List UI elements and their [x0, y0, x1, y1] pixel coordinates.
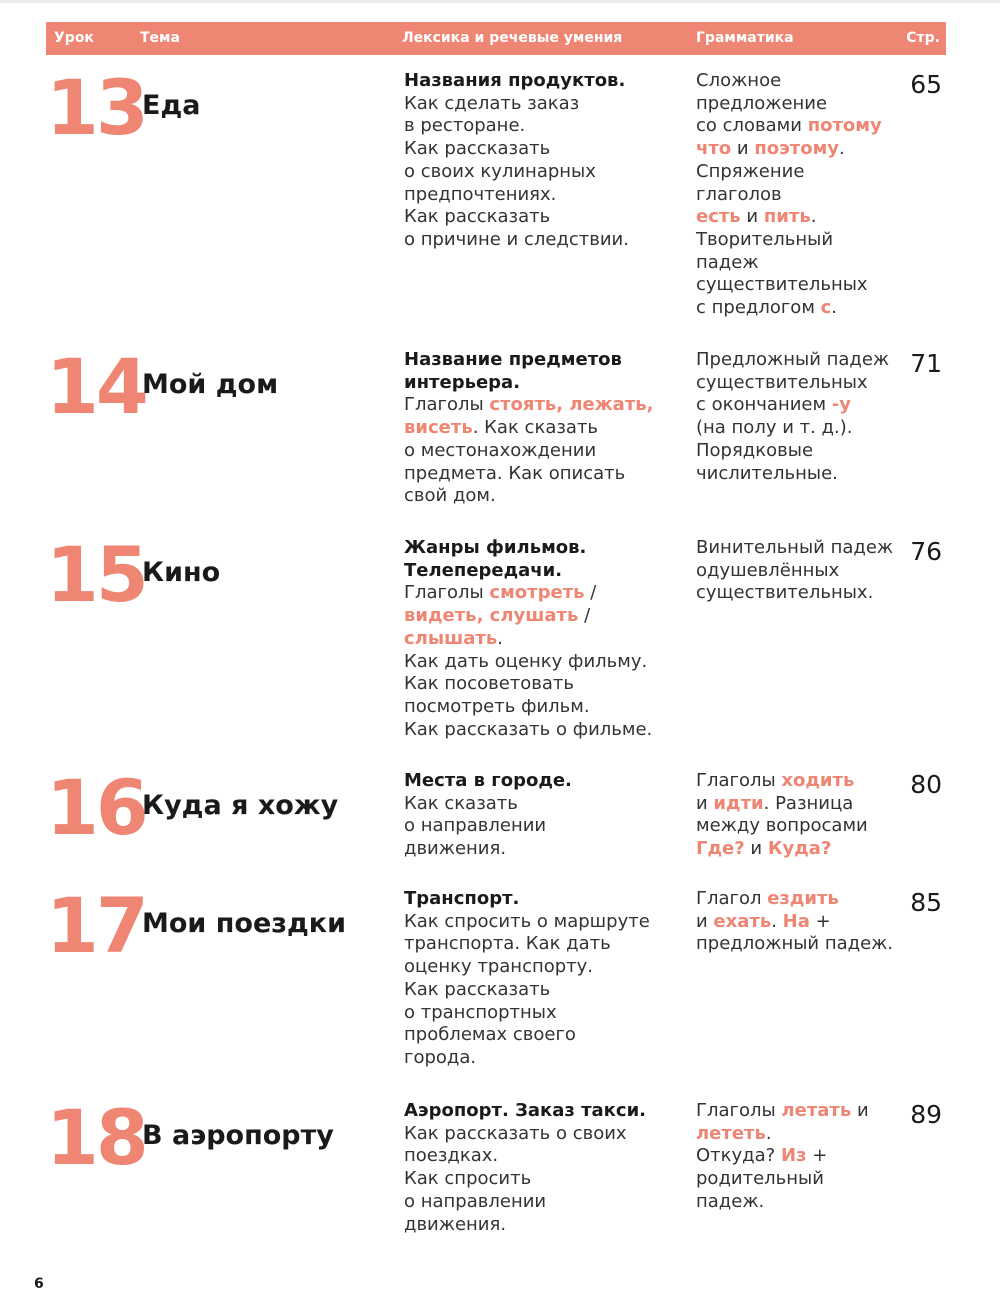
text-run: падеж.: [696, 1190, 765, 1212]
text-line: [404, 696, 689, 719]
text-run: Винительный падеж: [696, 537, 894, 558]
text-line: [696, 911, 908, 934]
lesson-grammar: [696, 1100, 908, 1214]
text-line: [696, 770, 908, 793]
text-run: . Как сказать: [472, 417, 599, 439]
lesson-grammar: [696, 70, 908, 320]
lesson-vocab: [404, 537, 689, 741]
text-run: посмотреть фильм.: [404, 695, 590, 717]
text-run: предложение: [696, 92, 828, 114]
lesson-vocab: [404, 888, 689, 1070]
text-line: [696, 229, 908, 252]
lesson-page: 85: [910, 888, 942, 917]
text-run: .: [765, 1122, 772, 1144]
text-run: города.: [404, 1046, 477, 1068]
text-run: Как рассказать о фильме.: [404, 718, 653, 740]
text-line: [404, 184, 689, 207]
text-line: [696, 138, 908, 161]
text-run: и: [731, 138, 755, 160]
text-run: предложный падеж.: [696, 933, 894, 955]
text-run: Как сделать заказ: [404, 92, 580, 114]
text-line: [404, 1123, 689, 1146]
text-line: [404, 349, 689, 372]
lesson-number: 16: [46, 763, 146, 852]
text-line: [404, 485, 689, 508]
text-run: поездках.: [404, 1145, 499, 1167]
text-run: Глаголы: [404, 394, 490, 416]
highlighted-term: лететь: [696, 1122, 766, 1144]
text-run: Как рассказать: [404, 138, 551, 160]
text-run: Предложный падеж: [696, 349, 890, 370]
text-line: [404, 888, 689, 911]
text-run: .: [810, 206, 817, 228]
highlighted-term: Из: [780, 1145, 807, 1167]
text-run: и: [851, 1100, 869, 1121]
text-line: [696, 274, 908, 297]
text-run: числительные.: [696, 462, 838, 484]
text-run: Как рассказать о своих: [404, 1122, 627, 1144]
lesson-number: 18: [46, 1093, 146, 1182]
lesson-page: 80: [910, 770, 942, 799]
text-run: Спряжение: [696, 160, 805, 182]
text-line: [404, 440, 689, 463]
text-line: [404, 463, 689, 486]
top-divider: [0, 0, 1000, 3]
text-run: Как дать оценку фильму.: [404, 650, 648, 672]
text-run: . Разница: [763, 792, 854, 814]
highlighted-term: ездить: [767, 888, 839, 909]
text-run: о направлении: [404, 815, 547, 837]
text-run: и: [744, 838, 768, 860]
lesson-grammar: [696, 888, 908, 956]
highlighted-term: идти: [713, 792, 764, 814]
lesson-grammar: [696, 770, 908, 861]
highlighted-term: На: [782, 910, 810, 932]
text-run: транспорта. Как дать: [404, 933, 611, 955]
text-line: [404, 417, 689, 440]
text-run: .: [831, 297, 838, 319]
text-line: [404, 1002, 689, 1025]
highlighted-term: с: [820, 297, 832, 319]
highlighted-term: Куда?: [767, 838, 832, 860]
text-line: [696, 184, 908, 207]
lesson-theme: Мои поездки: [142, 908, 346, 939]
text-run: глаголов: [696, 183, 782, 205]
lesson-page: 65: [910, 70, 942, 99]
text-line: [404, 651, 689, 674]
topic-heading: Аэропорт. Заказ такси.: [404, 1100, 647, 1121]
text-line: [696, 582, 908, 605]
text-run: о транспортных: [404, 1001, 557, 1023]
text-line: [696, 1145, 908, 1168]
text-run: Глаголы: [404, 582, 490, 604]
highlighted-term: что: [696, 138, 732, 160]
lesson-number: 17: [46, 881, 146, 970]
text-line: [404, 815, 689, 838]
text-run: существительных: [696, 274, 868, 296]
highlighted-term: Где?: [696, 838, 745, 860]
text-line: [404, 770, 689, 793]
text-line: [696, 206, 908, 229]
text-run: /: [578, 605, 591, 627]
text-line: [404, 933, 689, 956]
text-line: [696, 1191, 908, 1214]
text-line: [696, 349, 908, 372]
text-run: .: [497, 627, 503, 649]
text-run: .: [771, 910, 783, 932]
text-line: [696, 888, 908, 911]
text-line: [404, 206, 689, 229]
text-run: Как спросить: [404, 1168, 532, 1190]
text-run: Порядковые: [696, 439, 814, 461]
text-line: [696, 838, 908, 861]
text-line: [696, 252, 908, 275]
highlighted-term: поэтому: [754, 138, 840, 160]
text-line: [696, 537, 908, 560]
text-run: +: [809, 910, 831, 932]
topic-heading: интерьера.: [404, 371, 521, 393]
text-line: [696, 1123, 908, 1146]
highlighted-term: ехать: [713, 910, 772, 932]
text-run: .: [839, 138, 845, 160]
lesson-vocab: [404, 70, 689, 252]
text-line: [404, 605, 689, 628]
text-run: Сложное: [696, 70, 782, 91]
lesson-theme: Еда: [142, 90, 201, 121]
text-line: [404, 560, 689, 583]
text-line: [696, 115, 908, 138]
text-line: [404, 582, 689, 605]
text-line: [404, 394, 689, 417]
text-run: оценку транспорту.: [404, 956, 594, 978]
header-vocab: Лексика и речевые умения: [402, 30, 623, 46]
lesson-theme: Кино: [142, 557, 221, 588]
highlighted-term: слышать: [404, 627, 498, 649]
text-line: [696, 1100, 908, 1123]
text-line: [404, 537, 689, 560]
text-line: [696, 70, 908, 93]
lesson-theme: В аэропорту: [142, 1120, 334, 1151]
text-run: существительных.: [696, 582, 874, 604]
header-theme: Тема: [140, 30, 180, 46]
text-run: со словами: [696, 115, 808, 137]
text-run: и: [696, 792, 714, 814]
lesson-vocab: [404, 349, 689, 508]
topic-heading: Названия продуктов.: [404, 70, 626, 91]
lesson-vocab: [404, 1100, 689, 1236]
text-run: Глагол: [696, 888, 768, 909]
text-run: Глаголы: [696, 770, 782, 791]
text-line: [404, 1191, 689, 1214]
text-run: Творительный: [696, 228, 834, 250]
text-line: [696, 161, 908, 184]
highlighted-term: смотреть: [489, 582, 585, 604]
highlighted-term: летать: [781, 1100, 852, 1121]
text-run: Откуда?: [696, 1145, 781, 1167]
lesson-number: 13: [46, 63, 146, 152]
text-line: [404, 719, 689, 742]
header-page: Стр.: [906, 30, 940, 46]
text-run: между вопросами: [696, 815, 868, 837]
text-line: [404, 628, 689, 651]
text-line: [404, 838, 689, 861]
lesson-grammar: [696, 349, 908, 485]
text-run: +: [806, 1145, 828, 1167]
text-run: в ресторане.: [404, 115, 526, 137]
text-line: [404, 1145, 689, 1168]
text-line: [696, 1168, 908, 1191]
text-line: [696, 560, 908, 583]
text-run: движения.: [404, 838, 507, 860]
text-line: [696, 933, 908, 956]
text-run: предпочтениях.: [404, 183, 557, 205]
text-run: Глаголы: [696, 1100, 782, 1121]
text-line: [696, 815, 908, 838]
text-line: [696, 417, 908, 440]
text-run: падеж: [696, 251, 759, 273]
topic-heading: Телепередачи.: [404, 559, 563, 581]
lesson-page: 76: [910, 537, 942, 566]
text-run: родительный: [696, 1168, 824, 1190]
header-grammar: Грамматика: [696, 30, 794, 46]
text-line: [404, 115, 689, 138]
text-run: Как рассказать: [404, 206, 551, 228]
text-line: [404, 1024, 689, 1047]
text-run: о своих кулинарных: [404, 160, 596, 182]
text-line: [404, 793, 689, 816]
highlighted-term: потому: [807, 115, 882, 137]
text-line: [696, 793, 908, 816]
header-lesson: Урок: [54, 30, 94, 46]
text-line: [404, 161, 689, 184]
lesson-number: 15: [46, 530, 146, 619]
text-line: [404, 93, 689, 116]
table-header: [46, 22, 946, 55]
lesson-page: 89: [910, 1100, 942, 1129]
text-run: Как посоветовать: [404, 673, 575, 695]
text-line: [404, 1168, 689, 1191]
text-line: [404, 229, 689, 252]
highlighted-term: пить: [763, 206, 811, 228]
text-run: (на полу и т. д.).: [696, 417, 853, 439]
highlighted-term: есть: [696, 206, 741, 228]
text-run: движения.: [404, 1213, 507, 1235]
text-line: [696, 463, 908, 486]
text-run: о причине и следствии.: [404, 228, 629, 250]
text-run: о местонахождении: [404, 439, 597, 461]
text-line: [404, 911, 689, 934]
text-line: [696, 394, 908, 417]
lesson-theme: Мой дом: [142, 369, 279, 400]
text-run: Как сказать: [404, 792, 518, 814]
topic-heading: Места в городе.: [404, 770, 572, 791]
highlighted-term: -у: [831, 394, 852, 416]
text-run: существительных: [696, 371, 868, 393]
text-line: [404, 70, 689, 93]
topic-heading: Жанры фильмов.: [404, 537, 587, 558]
text-run: проблемах своего: [404, 1024, 576, 1046]
highlighted-term: висеть: [404, 417, 473, 439]
text-line: [404, 1047, 689, 1070]
lesson-theme: Куда я хожу: [142, 790, 339, 821]
text-line: [404, 979, 689, 1002]
text-run: одушевлённых: [696, 559, 840, 581]
lesson-vocab: [404, 770, 689, 861]
topic-heading: Транспорт.: [404, 888, 520, 909]
text-run: о направлении: [404, 1190, 547, 1212]
text-run: с предлогом: [696, 297, 821, 319]
topic-heading: Название предметов: [404, 349, 622, 370]
text-line: [404, 138, 689, 161]
text-run: /: [584, 582, 597, 604]
text-line: [404, 673, 689, 696]
text-run: предмета. Как описать: [404, 462, 626, 484]
lesson-grammar: [696, 537, 908, 605]
text-run: свой дом.: [404, 485, 496, 507]
highlighted-term: стоять, лежать,: [489, 394, 654, 416]
text-line: [404, 1100, 689, 1123]
text-run: с окончанием: [696, 394, 832, 416]
text-line: [404, 1214, 689, 1237]
text-run: и: [740, 206, 764, 228]
highlighted-term: видеть, слушать: [404, 605, 579, 627]
text-line: [404, 956, 689, 979]
text-run: Как спросить о маршруте: [404, 910, 650, 932]
page-number: 6: [34, 1276, 44, 1292]
text-line: [696, 440, 908, 463]
text-line: [404, 372, 689, 395]
text-run: Как рассказать: [404, 978, 551, 1000]
highlighted-term: ходить: [781, 770, 855, 791]
text-line: [696, 372, 908, 395]
text-line: [696, 297, 908, 320]
text-run: и: [696, 910, 714, 932]
text-line: [696, 93, 908, 116]
lesson-page: 71: [910, 349, 942, 378]
lesson-number: 14: [46, 342, 146, 431]
